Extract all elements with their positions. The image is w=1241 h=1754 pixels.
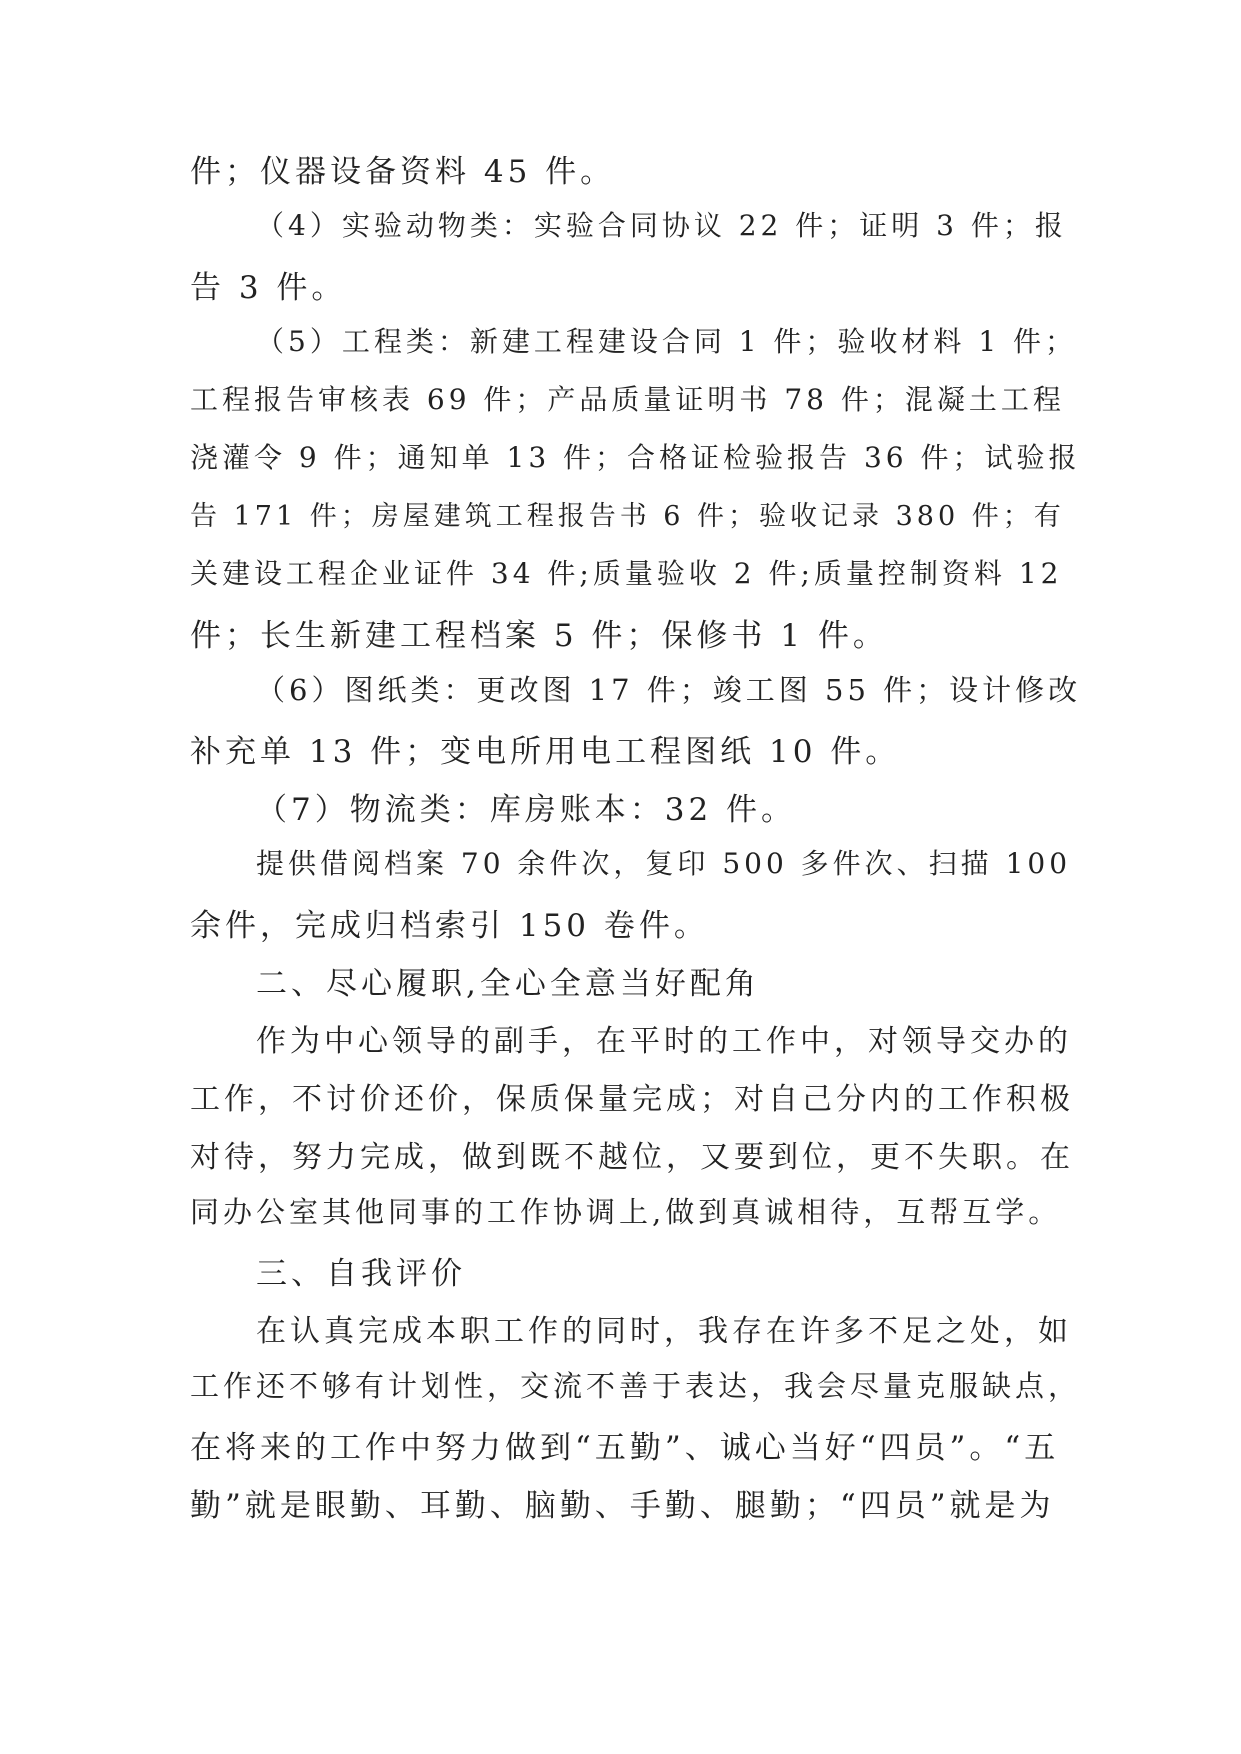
text-line: （7）物流类：库房账本：32 件。: [256, 792, 797, 828]
text-line: 工作，不讨价还价，保质保量完成；对自己分内的工作积极: [190, 1082, 1074, 1117]
text-line: （5）工程类：新建工程建设合同 1 件；验收材料 1 件；: [256, 325, 1078, 358]
section-heading: 三、自我评价: [256, 1256, 466, 1292]
text-line: （4）实验动物类：实验合同协议 22 件；证明 3 件；报: [256, 209, 1067, 242]
text-line: 余件，完成归档索引 150 卷件。: [190, 908, 709, 944]
text-line: 在认真完成本职工作的同时，我存在许多不足之处，如: [256, 1314, 1072, 1349]
text-line: 告 171 件；房屋建筑工程报告书 6 件；验收记录 380 件；有: [190, 501, 1065, 532]
text-line: 件；仪器设备资料 45 件。: [190, 154, 616, 190]
text-line: 工程报告审核表 69 件；产品质量证明书 78 件；混凝土工程: [190, 383, 1065, 416]
text-line: （6）图纸类：更改图 17 件；竣工图 55 件；设计修改: [256, 673, 1082, 707]
text-line: 对待，努力完成，做到既不越位，又要到位，更不失职。在: [190, 1140, 1074, 1175]
text-line: 关建设工程企业证件 34 件;质量验收 2 件;质量控制资料 12: [190, 557, 1063, 590]
text-line: 提供借阅档案 70 余件次，复印 500 多件次、扫描 100: [256, 847, 1072, 880]
text-line: 补充单 13 件；变电所用电工程图纸 10 件。: [190, 734, 901, 770]
text-line: 同办公室其他同事的工作协调上,做到真诚相待，互帮互学。: [190, 1195, 1062, 1229]
text-line: 工作还不够有计划性，交流不善于表达，我会尽量克服缺点，: [190, 1369, 1082, 1403]
section-heading: 二、尽心履职,全心全意当好配角: [256, 966, 760, 1002]
text-line: 作为中心领导的副手，在平时的工作中，对领导交办的: [256, 1024, 1072, 1059]
text-line: 勤”就是眼勤、耳勤、脑勤、手勤、腿勤；“四员”就是为: [190, 1488, 1055, 1524]
text-line: 浇灌令 9 件；通知单 13 件；合格证检验报告 36 件；试验报: [190, 441, 1081, 474]
text-line: 件；长生新建工程档案 5 件；保修书 1 件。: [190, 618, 888, 654]
text-line: 在将来的工作中努力做到“五勤”、诚心当好“四员”。“五: [190, 1430, 1060, 1466]
text-line: 告 3 件。: [190, 270, 347, 306]
